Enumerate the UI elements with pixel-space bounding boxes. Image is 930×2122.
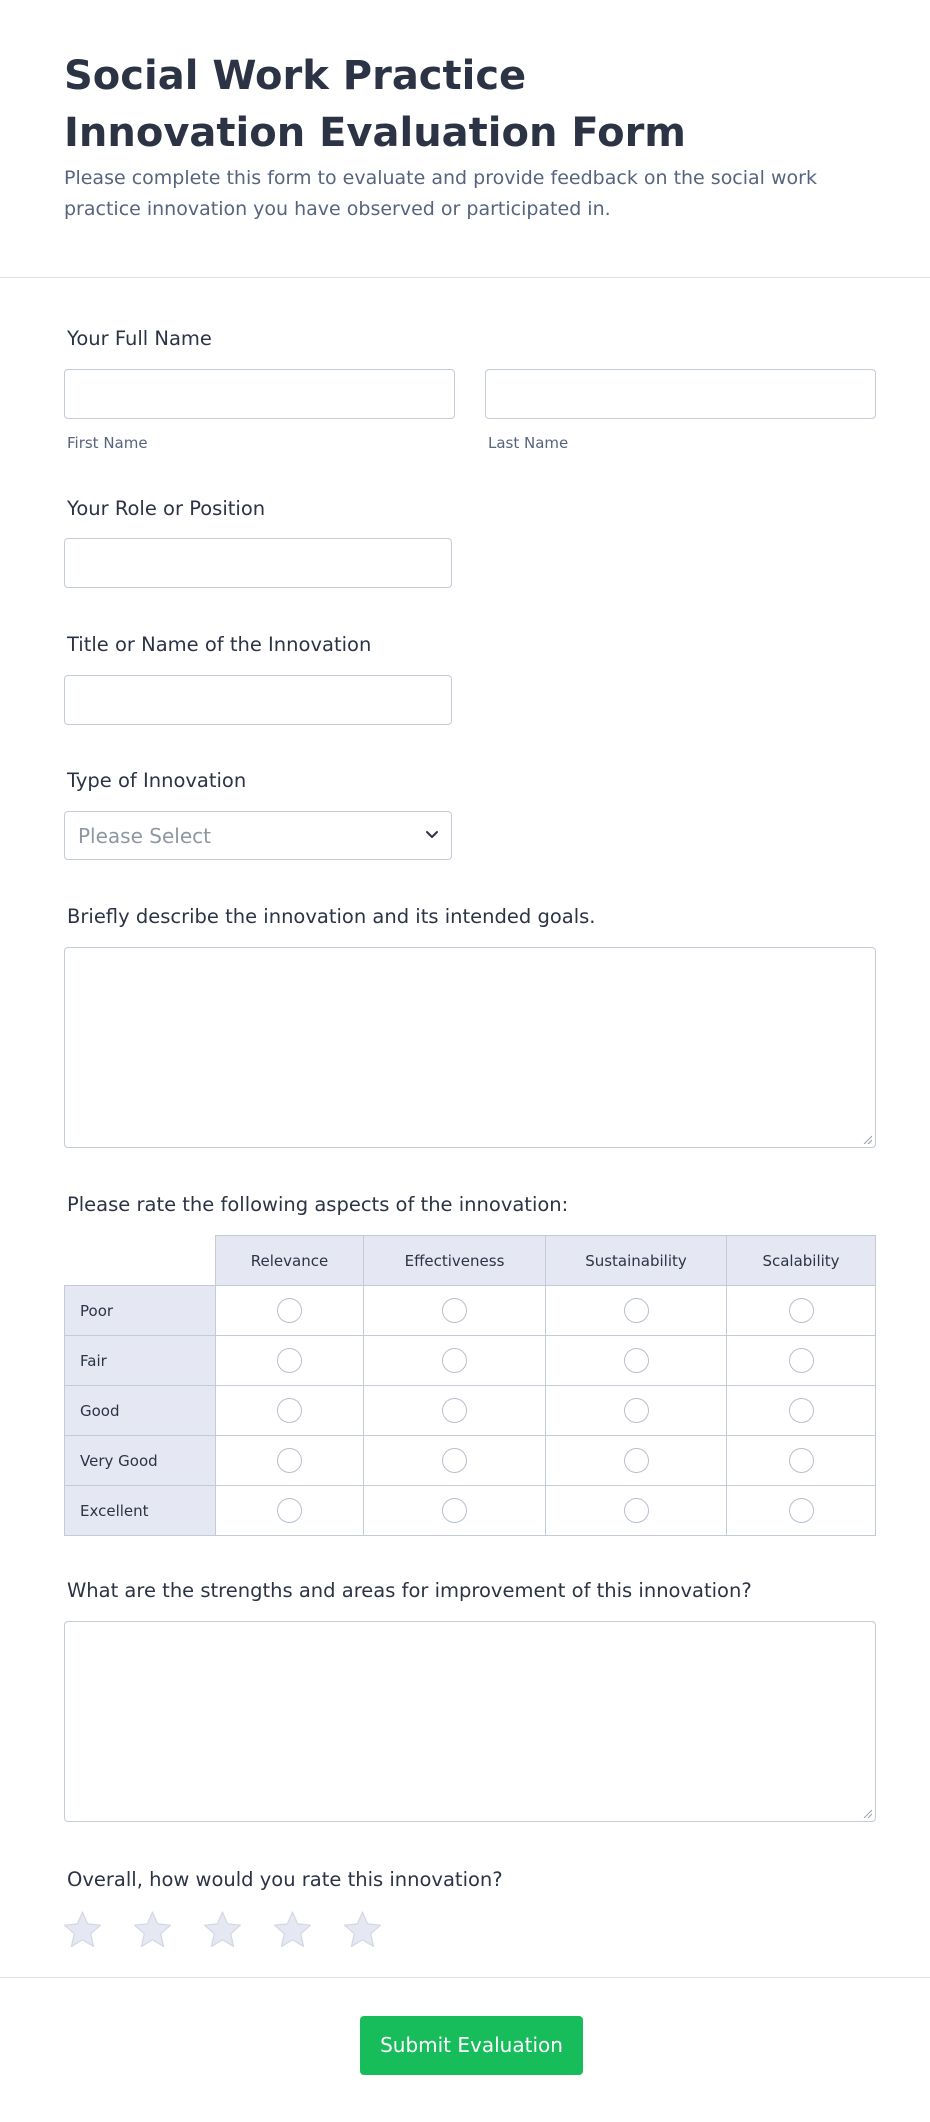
full-name-label: Your Full Name <box>67 327 212 350</box>
star-rating <box>62 1909 383 1950</box>
rating-radio[interactable] <box>789 1398 814 1423</box>
rating-radio[interactable] <box>277 1298 302 1323</box>
star-icon[interactable] <box>132 1909 173 1950</box>
matrix-row <box>65 1486 876 1536</box>
rating-radio[interactable] <box>277 1348 302 1373</box>
matrix-row-header: Very Good <box>65 1436 216 1486</box>
matrix-row-header: Fair <box>65 1336 216 1386</box>
matrix-cell <box>364 1286 546 1336</box>
matrix-column-header: Sustainability <box>546 1236 727 1286</box>
innovation-type-selected: Please Select <box>78 824 211 848</box>
matrix-cell <box>727 1436 876 1486</box>
role-label: Your Role or Position <box>67 497 266 520</box>
rating-radio[interactable] <box>442 1348 467 1373</box>
matrix-cell <box>546 1336 727 1386</box>
matrix-row-header: Poor <box>65 1286 216 1336</box>
matrix-corner <box>65 1236 216 1286</box>
rating-radio[interactable] <box>442 1448 467 1473</box>
innovation-type-label: Type of Innovation <box>67 769 247 792</box>
matrix-cell <box>546 1486 727 1536</box>
star-icon[interactable] <box>342 1909 383 1950</box>
star-icon[interactable] <box>62 1909 103 1950</box>
strengths-textarea[interactable] <box>64 1621 876 1822</box>
star-icon[interactable] <box>272 1909 313 1950</box>
rating-radio[interactable] <box>277 1398 302 1423</box>
matrix-cell <box>216 1336 364 1386</box>
matrix-cell <box>216 1436 364 1486</box>
rating-radio[interactable] <box>277 1448 302 1473</box>
last-name-sublabel: Last Name <box>488 434 569 452</box>
matrix-cell <box>364 1486 546 1536</box>
matrix-column-header: Relevance <box>216 1236 364 1286</box>
last-name-input[interactable] <box>485 369 876 419</box>
rating-radio[interactable] <box>442 1498 467 1523</box>
matrix-cell <box>727 1486 876 1536</box>
matrix-cell <box>727 1286 876 1336</box>
rating-radio[interactable] <box>624 1298 649 1323</box>
role-input[interactable] <box>64 538 452 588</box>
rating-radio[interactable] <box>624 1448 649 1473</box>
rating-radio[interactable] <box>624 1398 649 1423</box>
form-header <box>0 0 930 278</box>
innovation-type-select[interactable] <box>64 811 452 860</box>
matrix-cell <box>364 1436 546 1486</box>
rating-radio[interactable] <box>624 1348 649 1373</box>
matrix-column-header: Scalability <box>727 1236 876 1286</box>
form-title: Social Work Practice Innovation Evaluation Form <box>64 53 686 156</box>
matrix-row-header: Good <box>65 1386 216 1436</box>
rating-radio[interactable] <box>789 1498 814 1523</box>
innovation-title-input[interactable] <box>64 675 452 725</box>
star-icon[interactable] <box>202 1909 243 1950</box>
resize-grip-icon[interactable] <box>863 1135 872 1144</box>
description-label: Briefly describe the innovation and its intended goals. <box>67 905 596 928</box>
chevron-down-icon <box>425 828 439 842</box>
first-name-input[interactable] <box>64 369 455 419</box>
rating-radio[interactable] <box>789 1448 814 1473</box>
matrix-row <box>65 1286 876 1336</box>
description-textarea[interactable] <box>64 947 876 1148</box>
matrix-row-header: Excellent <box>65 1486 216 1536</box>
matrix-column-header: Effectiveness <box>364 1236 546 1286</box>
resize-grip-icon[interactable] <box>863 1809 872 1818</box>
rating-radio[interactable] <box>442 1298 467 1323</box>
submit-button[interactable]: Submit Evaluation <box>360 2016 583 2075</box>
matrix-cell <box>546 1386 727 1436</box>
rating-radio[interactable] <box>442 1398 467 1423</box>
strengths-label: What are the strengths and areas for improvement of this innovation? <box>67 1579 752 1602</box>
matrix-cell <box>364 1386 546 1436</box>
rating-radio[interactable] <box>277 1498 302 1523</box>
matrix-cell <box>216 1286 364 1336</box>
matrix-row <box>65 1436 876 1486</box>
overall-rating-label: Overall, how would you rate this innovation? <box>67 1868 503 1891</box>
innovation-title-label: Title or Name of the Innovation <box>67 633 372 656</box>
matrix-cell <box>364 1336 546 1386</box>
matrix-cell <box>546 1286 727 1336</box>
matrix-cell <box>216 1386 364 1436</box>
rating-matrix <box>64 1235 876 1536</box>
rating-radio[interactable] <box>789 1348 814 1373</box>
rating-radio[interactable] <box>789 1298 814 1323</box>
rating-radio[interactable] <box>624 1498 649 1523</box>
matrix-cell <box>727 1386 876 1436</box>
form-subtitle: Please complete this form to evaluate and provide feedback on the social work practice innovation you have observed or participated in. <box>64 167 817 220</box>
matrix-row <box>65 1386 876 1436</box>
matrix-cell <box>546 1436 727 1486</box>
matrix-cell <box>216 1486 364 1536</box>
matrix-cell <box>727 1336 876 1386</box>
matrix-row <box>65 1336 876 1386</box>
rating-matrix-label: Please rate the following aspects of the innovation: <box>67 1193 569 1216</box>
first-name-sublabel: First Name <box>67 434 148 452</box>
